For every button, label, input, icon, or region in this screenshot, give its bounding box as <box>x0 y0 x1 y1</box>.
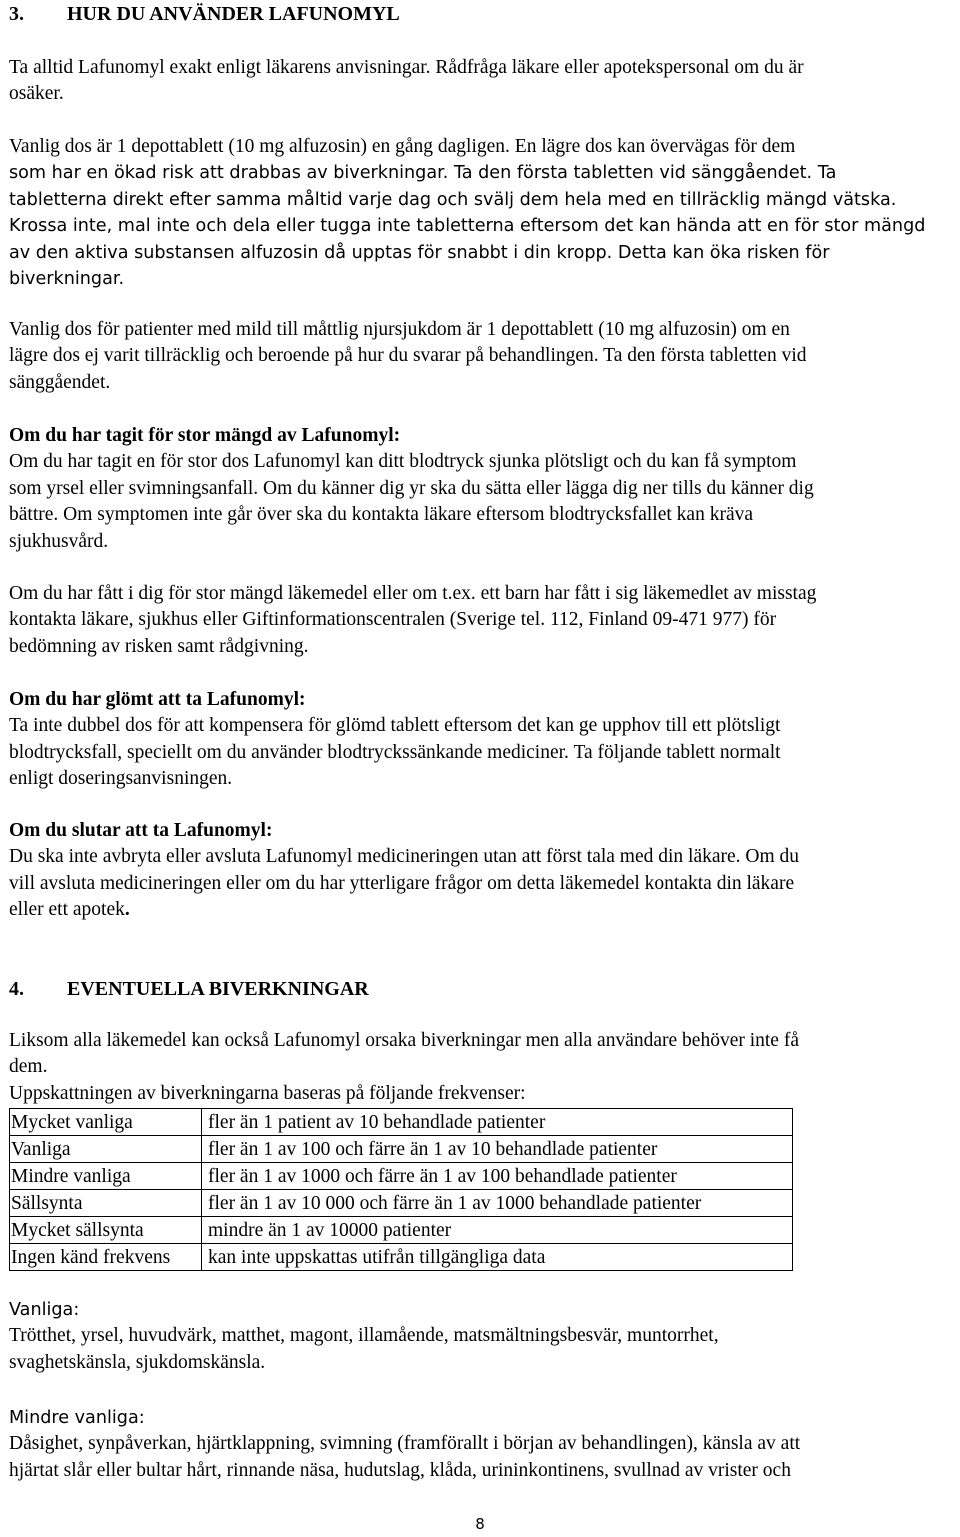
text-line: vill avsluta medicineringen eller om du har ytterligare frågor om detta läkemedel kontakta din läkare <box>9 872 795 894</box>
table-row <box>10 1136 793 1163</box>
text-line: Om du har fått i dig för stor mängd läkemedel eller om t.ex. ett barn har fått i sig läkemedlet av misstag <box>9 583 817 604</box>
text-line: svaghetskänsla, sjukdomskänsla. <box>9 1351 266 1373</box>
text-line: lägre dos ej varit tillräcklig och beroende på hur du svarar på behandlingen. Ta den första tabletten vid <box>9 345 807 367</box>
text-line: sänggåendet. <box>9 371 111 393</box>
text-line: bättre. Om symptomen inte går över ska du kontakta läkare eftersom blodtrycksfallet kan kräva <box>9 504 753 526</box>
text-line: Krossa inte, mal inte och dela eller tugga inte tabletterna eftersom det kan hända att en för stor mängd <box>9 216 926 237</box>
page-number: 8 <box>475 1515 485 1533</box>
text-line: sjukhusvård. <box>9 530 109 552</box>
text-line: Dåsighet, synpåverkan, hjärtklappning, svimning (framförallt i början av behandlingen), känsla av att <box>9 1433 801 1455</box>
section-title: HUR DU ANVÄNDER LAFUNOMYL <box>67 3 400 25</box>
table-row <box>10 1244 793 1271</box>
frequency-definition: fler än 1 patient av 10 behandlade patienter <box>202 1109 793 1136</box>
intro-paragraph <box>9 55 949 108</box>
text-fragment: . <box>124 899 130 921</box>
text-fragment: eller ett apotek <box>9 899 125 921</box>
overdose-heading: Om du har tagit för stor mängd av Lafunomyl: <box>9 425 401 446</box>
uncommon-label: Mindre vanliga: <box>9 1408 145 1428</box>
common-side-effects <box>9 1297 949 1376</box>
section-number: 4. <box>9 978 24 1000</box>
text-line: Du ska inte avbryta eller avsluta Lafunomyl medicineringen utan att först tala med din läkare. Om du <box>9 846 800 868</box>
table-row <box>10 1217 793 1244</box>
text-line: som yrsel eller svimningsanfall. Om du känner dig yr ska du sätta eller lägga dig ner tills du känner dig <box>9 477 814 499</box>
frequency-term: Ingen känd frekvens <box>10 1244 202 1271</box>
text-line: tabletterna direkt efter samma måltid varje dag och svälj dem hela med en tillräcklig mängd vätska. <box>9 189 897 210</box>
overdose-contact-paragraph <box>9 581 949 660</box>
frequency-term: Vanliga <box>10 1136 202 1163</box>
text-line: bedömning av risken samt rådgivning. <box>9 635 309 657</box>
uncommon-side-effects <box>9 1405 949 1484</box>
renal-dose-paragraph <box>9 317 949 396</box>
text-line: hjärtat slår eller bultar hårt, rinnande näsa, hudutslag, klåda, urininkontinens, svullnad av vrister och <box>9 1459 791 1481</box>
frequency-table <box>9 1108 793 1271</box>
frequency-definition: fler än 1 av 10 000 och färre än 1 av 1000 behandlade patienter <box>202 1190 793 1217</box>
text-line: biverkningar. <box>9 269 125 290</box>
text-line: Vanlig dos är 1 depottablett (10 mg alfuzosin) en gång dagligen. En lägre dos kan övervägas för dem <box>9 136 796 157</box>
text-line: Om du har tagit en för stor dos Lafunomyl kan ditt blodtryck sjunka plötsligt och du kan få symptom <box>9 451 797 473</box>
section-number: 3. <box>9 3 24 25</box>
frequency-definition: mindre än 1 av 10000 patienter <box>202 1217 793 1244</box>
frequency-term: Mycket sällsynta <box>10 1217 202 1244</box>
table-row <box>10 1109 793 1136</box>
text-line: Ta inte dubbel dos för att kompensera för glömd tablett eftersom det kan ge upphov till ett plötsligt <box>9 715 781 737</box>
section-title: EVENTUELLA BIVERKNINGAR <box>67 978 369 1000</box>
table-intro: Uppskattningen av biverkningarna baseras på följande frekvenser: <box>9 1082 526 1104</box>
overdose-paragraph <box>9 423 949 555</box>
frequency-term: Mindre vanliga <box>10 1163 202 1190</box>
text-line: Vanlig dos för patienter med mild till måttlig njursjukdom är 1 depottablett (10 mg alfuzosin) om en <box>9 319 790 340</box>
text-line: som har en ökad risk att drabbas av biverkningar. Ta den första tabletten vid sänggåendet. Ta <box>9 163 837 184</box>
text-line: kontakta läkare, sjukhus eller Giftinformationscentralen (Sverige tel. 112, Finland 09-471 977) för <box>9 609 777 631</box>
text-line: Ta alltid Lafunomyl exakt enligt läkarens anvisningar. Rådfråga läkare eller apotekspersonal om du är <box>9 57 804 78</box>
frequency-definition: fler än 1 av 100 och färre än 1 av 10 behandlade patienter <box>202 1136 793 1163</box>
section-3-heading <box>9 1 400 27</box>
text-line: enligt doseringsanvisningen. <box>9 768 233 790</box>
text-line: blodtrycksfall, speciellt om du använder blodtryckssänkande mediciner. Ta följande tablett normalt <box>9 741 781 763</box>
stop-heading: Om du slutar att ta Lafunomyl: <box>9 820 273 841</box>
dose-paragraph <box>9 134 949 292</box>
text-line: Trötthet, yrsel, huvudvärk, matthet, magont, illamående, matsmältningsbesvär, muntorrhet, <box>9 1325 719 1347</box>
forgot-heading: Om du har glömt att ta Lafunomyl: <box>9 689 306 710</box>
common-label: Vanliga: <box>9 1300 80 1320</box>
forgot-paragraph <box>9 687 949 793</box>
text-line <box>9 897 949 923</box>
frequency-term: Sällsynta <box>10 1190 202 1217</box>
table-row <box>10 1190 793 1217</box>
section-4-heading <box>9 976 369 1002</box>
frequency-term: Mycket vanliga <box>10 1109 202 1136</box>
side-effects-intro <box>9 1028 949 1107</box>
text-line: osäker. <box>9 83 64 105</box>
text-line: dem. <box>9 1056 48 1078</box>
text-line: Liksom alla läkemedel kan också Lafunomyl orsaka biverkningar men alla användare behöver inte få <box>9 1030 799 1051</box>
stop-paragraph <box>9 818 949 924</box>
text-line: av den aktiva substansen alfuzosin då upptas för snabbt i din kropp. Detta kan öka risken för <box>9 242 830 263</box>
frequency-definition: kan inte uppskattas utifrån tillgängliga data <box>202 1244 793 1271</box>
frequency-definition: fler än 1 av 1000 och färre än 1 av 100 behandlade patienter <box>202 1163 793 1190</box>
table-row <box>10 1163 793 1190</box>
